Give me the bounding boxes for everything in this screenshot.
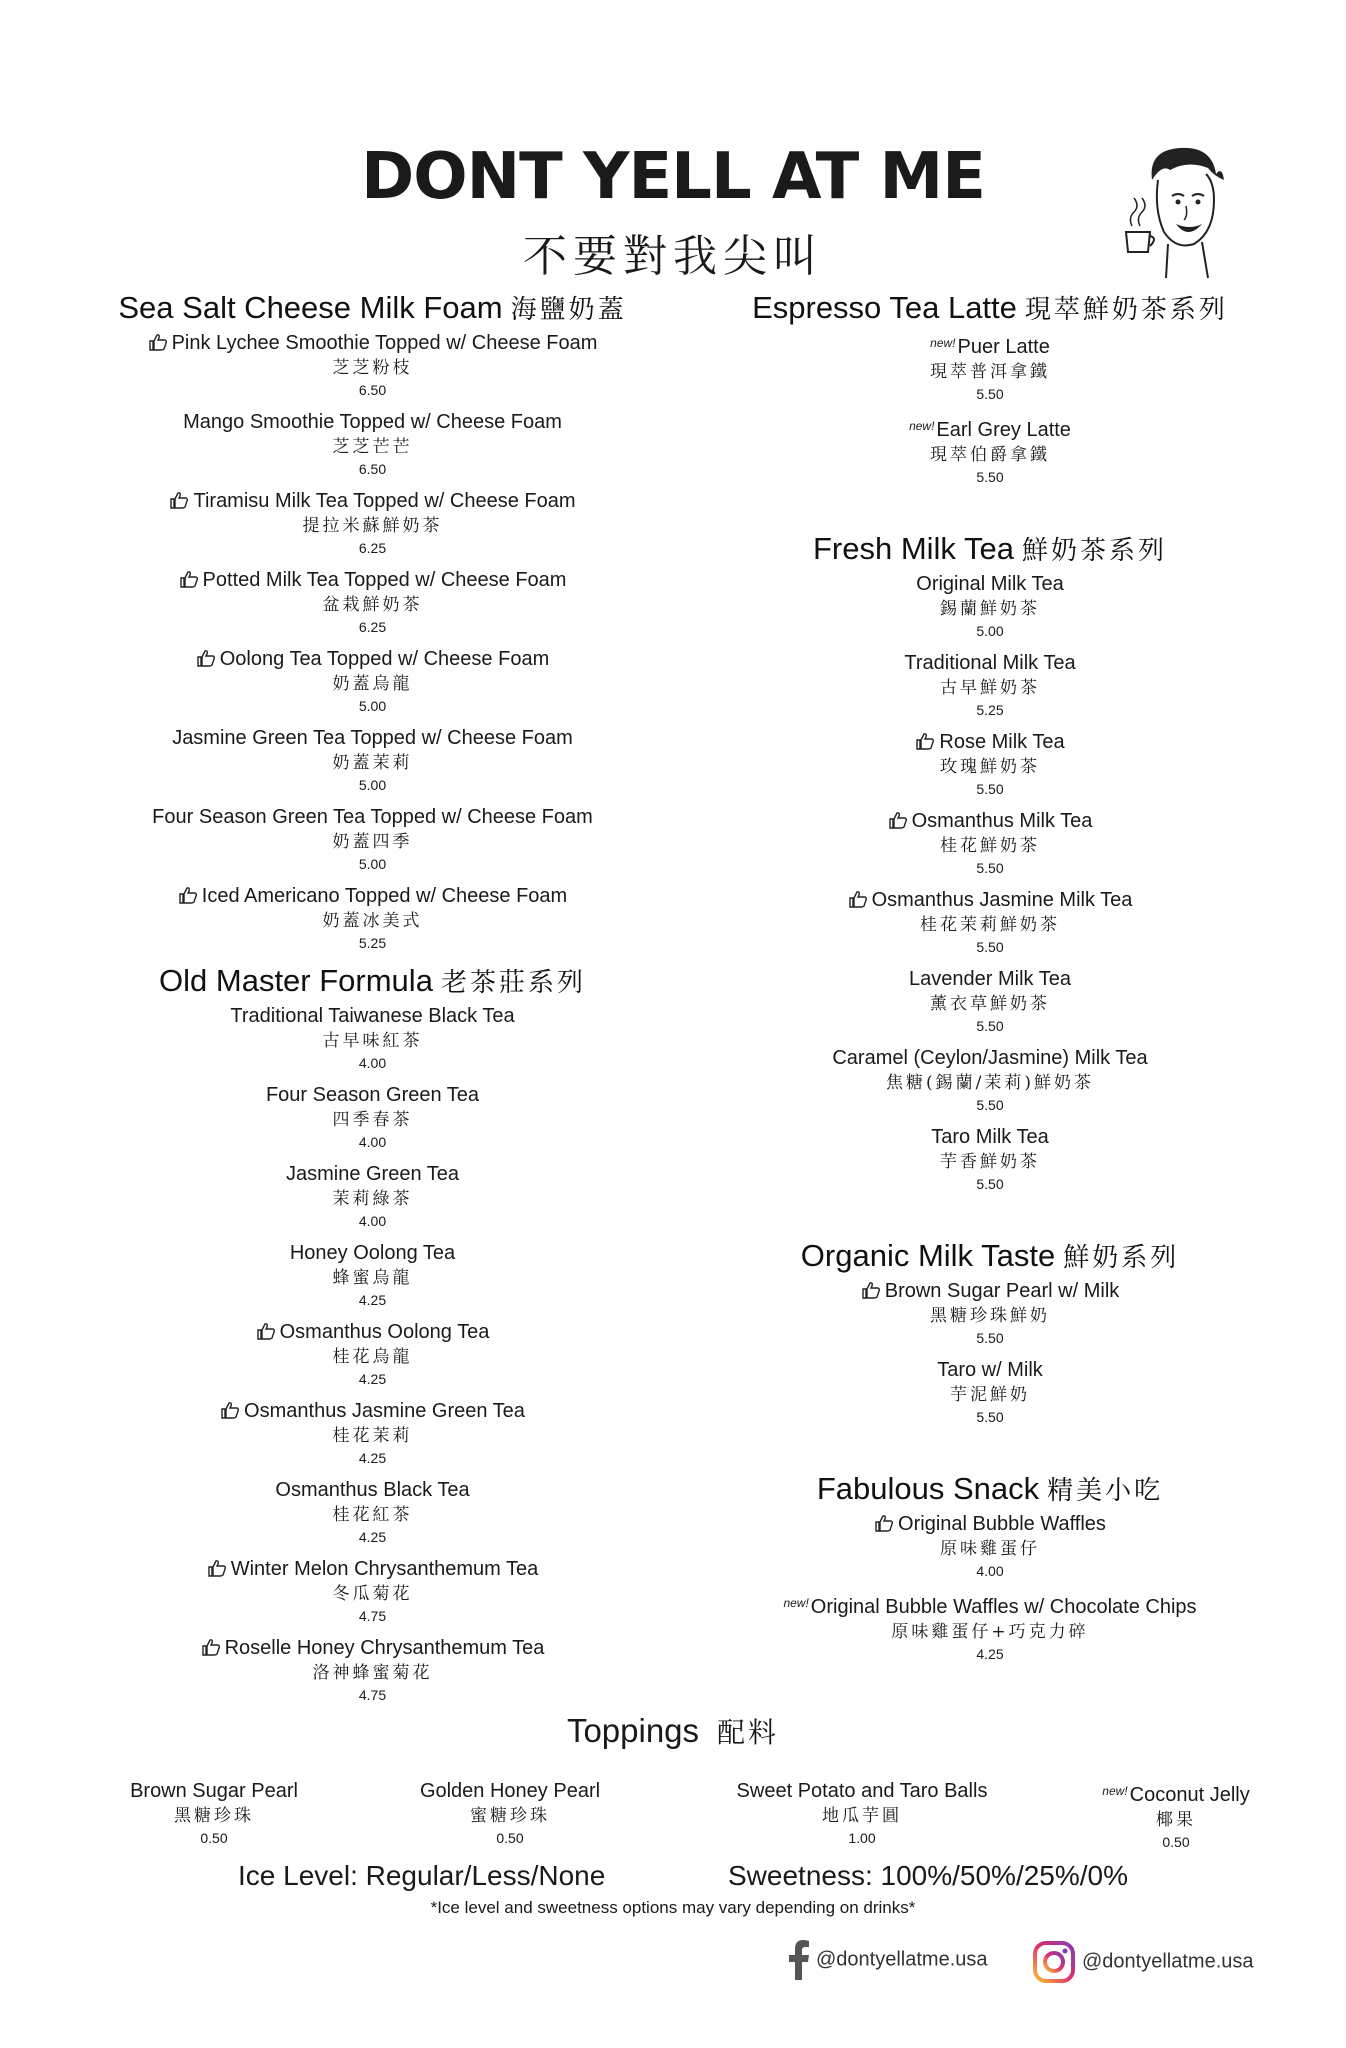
item-price: 4.00: [976, 1563, 1004, 1579]
item-name-cn: 古早味紅茶: [322, 1031, 423, 1051]
item-name: Earl Grey Latte: [936, 419, 1071, 441]
item-name-cn: 提拉米蘇鮮奶茶: [302, 516, 443, 536]
item-price: 4.00: [358, 1213, 387, 1229]
mascot-illustration: [1118, 140, 1240, 280]
menu-item[interactable]: [720, 966, 1260, 1036]
item-name: Roselle Honey Chrysanthemum Tea: [224, 1637, 545, 1659]
item-price: 5.50: [976, 386, 1004, 402]
item-name: Pink Lychee Smoothie Topped w/ Cheese Foam: [171, 332, 598, 354]
topping-price: 1.00: [848, 1830, 876, 1846]
section-title: Sea Salt Cheese Milk Foam: [118, 290, 503, 325]
item-name: Oolong Tea Topped w/ Cheese Foam: [219, 648, 550, 670]
toppings-title-cn: 配料: [717, 1716, 780, 1749]
section-title-cn: 現萃鮮奶茶系列: [1024, 295, 1228, 325]
item-price: 5.50: [976, 1018, 1004, 1034]
new-badge: new!: [909, 419, 935, 433]
sweetness-text: Sweetness: 100%/50%/25%/0%: [728, 1860, 1129, 1891]
menu-item[interactable]: [100, 1003, 645, 1073]
menu-item[interactable]: [720, 650, 1260, 720]
menu-item[interactable]: [720, 1278, 1260, 1348]
menu-item[interactable]: [100, 567, 645, 637]
item-name-cn: 薰衣草鮮奶茶: [930, 994, 1050, 1014]
menu-item[interactable]: [720, 1511, 1260, 1581]
item-price: 4.75: [358, 1608, 387, 1624]
topping-item[interactable]: [64, 1778, 364, 1848]
toppings-title: Toppings: [566, 1712, 700, 1749]
menu-section: [100, 961, 645, 1705]
item-name-cn: 原味雞蛋仔+巧克力碎: [891, 1622, 1089, 1642]
toppings-list: [0, 1778, 1346, 1858]
new-badge: new!: [783, 1596, 809, 1610]
thumbs-up-icon: [169, 491, 189, 509]
menu-item[interactable]: [720, 729, 1260, 799]
item-price: 5.25: [976, 702, 1004, 718]
item-price: 5.50: [976, 1097, 1004, 1113]
menu-item[interactable]: [720, 1124, 1260, 1194]
brand-subtitle-cn: 不要對我尖叫: [523, 231, 823, 282]
section-heading: [100, 961, 645, 1001]
item-name-cn: 芋香鮮奶茶: [940, 1152, 1040, 1172]
item-price: 4.75: [358, 1687, 387, 1703]
item-price: 5.25: [358, 935, 387, 951]
item-name: Traditional Taiwanese Black Tea: [230, 1005, 515, 1027]
menu-item[interactable]: [720, 413, 1260, 487]
menu-item[interactable]: [100, 725, 645, 795]
menu-section: [720, 288, 1260, 487]
item-name-cn: 奶蓋烏龍: [332, 674, 413, 694]
menu-item[interactable]: [100, 409, 645, 479]
topping-name: Golden Honey Pearl: [419, 1780, 601, 1802]
item-name-cn: 玫瑰鮮奶茶: [940, 757, 1040, 777]
facebook-handle[interactable]: [788, 1940, 988, 1980]
item-name: Osmanthus Jasmine Green Tea: [244, 1400, 525, 1422]
topping-price: 0.50: [200, 1830, 228, 1846]
item-price: 5.50: [976, 1330, 1004, 1346]
thumbs-up-icon: [178, 886, 198, 904]
item-name: Traditional Milk Tea: [904, 652, 1076, 674]
menu-item[interactable]: [720, 1045, 1260, 1115]
topping-name: Brown Sugar Pearl: [130, 1780, 298, 1802]
thumbs-up-icon: [207, 1559, 227, 1577]
item-name-cn: 洛神蜂蜜菊花: [312, 1663, 433, 1683]
menu-item[interactable]: [720, 808, 1260, 878]
menu-section: [720, 529, 1260, 1194]
thumbs-up-icon: [848, 890, 868, 908]
item-name-cn: 錫蘭鮮奶茶: [940, 599, 1040, 619]
item-name: Osmanthus Oolong Tea: [279, 1321, 490, 1343]
menu-item[interactable]: [720, 1590, 1260, 1664]
topping-item[interactable]: [1026, 1778, 1326, 1852]
item-name-cn: 桂花紅茶: [332, 1505, 413, 1525]
item-price: 4.25: [358, 1529, 387, 1545]
section-title-cn: 精美小吃: [1047, 1476, 1164, 1506]
item-name: Rose Milk Tea: [939, 731, 1065, 753]
topping-name: Coconut Jelly: [1129, 1784, 1250, 1806]
item-name-cn: 奶蓋茉莉: [332, 753, 413, 773]
item-name: Original Bubble Waffles w/ Chocolate Chips: [810, 1596, 1197, 1618]
item-name-cn: 芝芝粉枝: [332, 358, 413, 378]
item-name-cn: 現萃伯爵拿鐵: [930, 445, 1050, 465]
thumbs-up-icon: [148, 333, 168, 351]
section-title-cn: 海鹽奶蓋: [510, 295, 627, 325]
item-name-cn: 桂花烏龍: [332, 1347, 413, 1367]
item-price: 5.50: [976, 1409, 1004, 1425]
brand-title: DONT YELL AT ME: [361, 140, 985, 214]
item-name: Jasmine Green Tea Topped w/ Cheese Foam: [172, 727, 573, 749]
topping-name-cn: 地瓜芋圓: [822, 1806, 902, 1826]
item-price: 6.50: [358, 382, 387, 398]
topping-price: 0.50: [1162, 1834, 1190, 1850]
item-name-cn: 桂花茉莉鮮奶茶: [920, 915, 1060, 935]
menu-item[interactable]: [720, 1357, 1260, 1427]
item-name-cn: 冬瓜菊花: [332, 1584, 413, 1604]
topping-name-cn: 黑糖珍珠: [174, 1806, 254, 1826]
item-price: 5.00: [358, 777, 387, 793]
item-name: Lavender Milk Tea: [909, 968, 1071, 990]
thumbs-up-icon: [220, 1401, 240, 1419]
menu-column-left: [100, 288, 645, 1705]
menu-item[interactable]: [100, 1161, 645, 1231]
item-price: 5.00: [976, 623, 1004, 639]
new-badge: new!: [1102, 1784, 1128, 1798]
item-name: Original Milk Tea: [916, 573, 1064, 595]
item-name-cn: 桂花茉莉: [332, 1426, 413, 1446]
item-name: Mango Smoothie Topped w/ Cheese Foam: [183, 411, 562, 433]
menu-section: [720, 1236, 1260, 1427]
menu-item[interactable]: [100, 646, 645, 716]
section-title-cn: 鮮奶茶系列: [1021, 536, 1167, 566]
instagram-icon: [1032, 1940, 1076, 1984]
item-name-cn: 芋泥鮮奶: [950, 1385, 1030, 1405]
instagram-handle[interactable]: [1032, 1940, 1254, 1984]
item-price: 4.00: [358, 1134, 387, 1150]
item-name-cn: 現萃普洱拿鐵: [930, 362, 1050, 382]
section-title: Fabulous Snack: [816, 1471, 1040, 1506]
item-name: Osmanthus Jasmine Milk Tea: [871, 889, 1133, 911]
ice-level-text: Ice Level: Regular/Less/None: [238, 1860, 606, 1891]
item-name: Brown Sugar Pearl w/ Milk: [884, 1280, 1120, 1302]
item-name-cn: 奶蓋冰美式: [322, 911, 423, 931]
section-title: Organic Milk Taste: [800, 1238, 1056, 1273]
section-heading: [100, 288, 645, 328]
item-price: 5.50: [976, 781, 1004, 797]
item-price: 6.25: [358, 540, 387, 556]
item-name: Winter Melon Chrysanthemum Tea: [230, 1558, 539, 1580]
toppings-section: [0, 1708, 1346, 1858]
item-name: Osmanthus Milk Tea: [911, 810, 1093, 832]
topping-item[interactable]: [360, 1778, 660, 1848]
topping-item[interactable]: [712, 1778, 1012, 1848]
item-name: Caramel (Ceylon/Jasmine) Milk Tea: [832, 1047, 1148, 1069]
item-name: Iced Americano Topped w/ Cheese Foam: [201, 885, 568, 907]
thumbs-up-icon: [196, 649, 216, 667]
facebook-icon: [788, 1940, 810, 1980]
menu-item[interactable]: [100, 1082, 645, 1152]
item-name-cn: 黑糖珍珠鮮奶: [930, 1306, 1050, 1326]
item-name: Honey Oolong Tea: [289, 1242, 456, 1264]
item-name: Four Season Green Tea: [265, 1084, 480, 1106]
menu-item[interactable]: [100, 1556, 645, 1626]
menu-item[interactable]: [100, 804, 645, 874]
instagram-handle-text: @dontyellatme.usa: [1082, 1950, 1254, 1973]
menu-item[interactable]: [100, 1319, 645, 1389]
item-price: 5.50: [976, 939, 1004, 955]
thumbs-up-icon: [179, 570, 199, 588]
item-name-cn: 原味雞蛋仔: [940, 1539, 1040, 1559]
menu-item[interactable]: [100, 488, 645, 558]
item-price: 5.00: [358, 856, 387, 872]
thumbs-up-icon: [915, 732, 935, 750]
section-title: Espresso Tea Latte: [752, 290, 1017, 325]
item-name: Osmanthus Black Tea: [275, 1479, 470, 1501]
menu-item[interactable]: [100, 1635, 645, 1705]
topping-name: Sweet Potato and Taro Balls: [736, 1780, 988, 1802]
section-heading: [720, 529, 1260, 569]
item-name: Tiramisu Milk Tea Topped w/ Cheese Foam: [193, 490, 576, 512]
item-name-cn: 盆栽鮮奶茶: [322, 595, 423, 615]
item-name-cn: 蜂蜜烏龍: [332, 1268, 413, 1288]
thumbs-up-icon: [888, 811, 908, 829]
item-price: 4.25: [358, 1292, 387, 1308]
section-heading: [720, 288, 1260, 328]
menu-item[interactable]: [720, 571, 1260, 641]
item-name: Potted Milk Tea Topped w/ Cheese Foam: [202, 569, 567, 591]
menu-section: [720, 1469, 1260, 1664]
item-price: 4.00: [358, 1055, 387, 1071]
section-title: Old Master Formula: [159, 963, 433, 998]
item-name: Jasmine Green Tea: [285, 1163, 460, 1185]
menu-item[interactable]: [100, 1398, 645, 1468]
section-heading: [720, 1236, 1260, 1276]
item-name-cn: 焦糖(錫蘭/茉莉)鮮奶茶: [886, 1073, 1094, 1093]
item-price: 5.00: [358, 698, 387, 714]
section-title-cn: 老茶莊系列: [440, 968, 586, 998]
item-name: Taro w/ Milk: [937, 1359, 1043, 1381]
facebook-handle-text: @dontyellatme.usa: [816, 1948, 988, 1971]
item-name-cn: 芝芝芒芒: [332, 437, 413, 457]
options-footnote: *Ice level and sweetness options may vary depending on drinks*: [430, 1898, 916, 1917]
section-title-cn: 鮮奶系列: [1063, 1243, 1180, 1273]
item-name: Puer Latte: [957, 336, 1050, 358]
menu-section: [100, 288, 645, 953]
topping-price: 0.50: [496, 1830, 524, 1846]
item-price: 5.50: [976, 469, 1004, 485]
item-price: 5.50: [976, 1176, 1004, 1192]
item-name-cn: 桂花鮮奶茶: [940, 836, 1040, 856]
thumbs-up-icon: [256, 1322, 276, 1340]
thumbs-up-icon: [861, 1281, 881, 1299]
item-price: 4.25: [358, 1371, 387, 1387]
item-name-cn: 古早鮮奶茶: [940, 678, 1040, 698]
item-name-cn: 四季春茶: [332, 1110, 413, 1130]
menu-item[interactable]: [720, 330, 1260, 404]
item-name-cn: 奶蓋四季: [332, 832, 413, 852]
item-name: Original Bubble Waffles: [898, 1513, 1106, 1535]
menu-item[interactable]: [100, 1240, 645, 1310]
thumbs-up-icon: [201, 1638, 221, 1656]
item-price: 5.50: [976, 860, 1004, 876]
section-heading: [720, 1469, 1260, 1509]
thumbs-up-icon: [874, 1514, 894, 1532]
menu-column-right: [720, 288, 1260, 1664]
item-price: 4.25: [976, 1646, 1004, 1662]
item-name: Four Season Green Tea Topped w/ Cheese Foam: [152, 806, 593, 828]
section-title: Fresh Milk Tea: [812, 531, 1014, 566]
item-price: 6.50: [358, 461, 387, 477]
item-price: 4.25: [358, 1450, 387, 1466]
menu-item[interactable]: [100, 330, 645, 400]
item-price: 6.25: [358, 619, 387, 635]
toppings-heading: [0, 1708, 1346, 1756]
item-name-cn: 茉莉綠茶: [332, 1189, 413, 1209]
menu-item[interactable]: [100, 883, 645, 953]
item-name: Taro Milk Tea: [931, 1126, 1049, 1148]
new-badge: new!: [930, 336, 956, 350]
topping-name-cn: 蜜糖珍珠: [470, 1806, 550, 1826]
menu-item[interactable]: [720, 887, 1260, 957]
menu-item[interactable]: [100, 1477, 645, 1547]
topping-name-cn: 椰果: [1156, 1810, 1196, 1830]
